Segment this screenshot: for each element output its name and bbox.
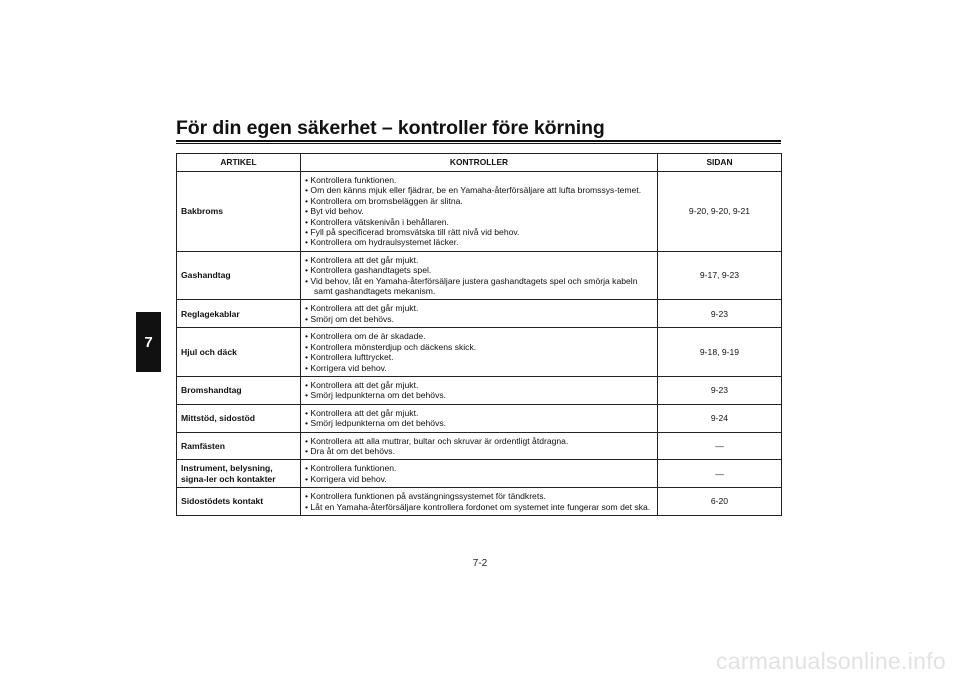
check-item: • Om den känns mjuk eller fjädrar, be en Yamaha-återförsäljare att lufta bromssys-temet.: [305, 185, 653, 195]
check-item: • Kontrollera om bromsbeläggen är slitna.: [305, 196, 653, 206]
check-item: • Kontrollera funktionen.: [305, 463, 653, 473]
row-page-ref: 9-23: [658, 376, 782, 404]
table-row: [177, 376, 782, 404]
row-checks: [301, 404, 658, 432]
table-row: [177, 300, 782, 328]
row-checks: [301, 251, 658, 300]
check-item: • Kontrollera att det går mjukt.: [305, 255, 653, 265]
row-item: Gashandtag: [177, 251, 301, 300]
row-page-ref: 6-20: [658, 488, 782, 516]
check-item: • Kontrollera lufttrycket.: [305, 352, 653, 362]
check-item: • Korrigera vid behov.: [305, 363, 653, 373]
row-page-ref: —: [658, 460, 782, 488]
check-item: • Byt vid behov.: [305, 206, 653, 216]
row-item: Reglagekablar: [177, 300, 301, 328]
check-item: • Kontrollera att det går mjukt.: [305, 380, 653, 390]
table-row: [177, 328, 782, 377]
check-item: • Smörj ledpunkterna om det behövs.: [305, 418, 653, 428]
table-row: [177, 432, 782, 460]
watermark: carmanualsonline.info: [715, 648, 946, 674]
row-page-ref: 9-18, 9-19: [658, 328, 782, 377]
row-checks: [301, 172, 658, 252]
row-page-ref: 9-17, 9-23: [658, 251, 782, 300]
check-item: • Fyll på specificerad bromsvätska till rätt nivå vid behov.: [305, 227, 653, 237]
check-item: • Korrigera vid behov.: [305, 474, 653, 484]
check-item: • Kontrollera vätskenivån i behållaren.: [305, 217, 653, 227]
check-item: • Kontrollera mönsterdjup och däckens skick.: [305, 342, 653, 352]
title-rule: [176, 140, 781, 142]
check-item: • Kontrollera att det går mjukt.: [305, 408, 653, 418]
table-row: [177, 460, 782, 488]
check-list: [305, 491, 653, 512]
row-page-ref: —: [658, 432, 782, 460]
check-list: [305, 463, 653, 484]
header-page: SIDAN: [658, 154, 782, 172]
check-item: • Smörj om det behövs.: [305, 314, 653, 324]
check-list: [305, 331, 653, 373]
table-body: [177, 172, 782, 516]
table-row: [177, 172, 782, 252]
page-number: 7-2: [472, 558, 488, 569]
row-checks: [301, 300, 658, 328]
title-rule-thin: [176, 143, 781, 144]
chapter-tab: 7: [136, 312, 161, 372]
row-checks: [301, 460, 658, 488]
check-item: • Kontrollera att det går mjukt.: [305, 303, 653, 313]
check-item: • Dra åt om det behövs.: [305, 446, 653, 456]
table-row: [177, 488, 782, 516]
table-header-row: [177, 154, 782, 172]
check-item: • Kontrollera funktionen.: [305, 175, 653, 185]
check-item: • Kontrollera funktionen på avstängningssystemet för tändkrets.: [305, 491, 653, 501]
row-page-ref: 9-24: [658, 404, 782, 432]
check-item: • Vid behov, låt en Yamaha-återförsäljare justera gashandtagets spel och smörja kabeln samt gashandtagets mekanism.: [305, 276, 653, 297]
page-title: För din egen säkerhet – kontroller före körning: [176, 117, 605, 139]
check-item: • Smörj ledpunkterna om det behövs.: [305, 390, 653, 400]
check-list: [305, 408, 653, 429]
check-item: • Låt en Yamaha-återförsäljare kontrollera fordonet om systemet inte fungerar som det ska.: [305, 502, 653, 512]
check-list: [305, 175, 653, 248]
check-item: • Kontrollera gashandtagets spel.: [305, 265, 653, 275]
row-page-ref: 9-20, 9-20, 9-21: [658, 172, 782, 252]
check-list: [305, 436, 653, 457]
row-checks: [301, 488, 658, 516]
table-row: [177, 404, 782, 432]
row-item: Ramfästen: [177, 432, 301, 460]
table-row: [177, 251, 782, 300]
row-item: Bakbroms: [177, 172, 301, 252]
check-item: • Kontrollera att alla muttrar, bultar och skruvar är ordentligt åtdragna.: [305, 436, 653, 446]
row-checks: [301, 328, 658, 377]
row-item: Hjul och däck: [177, 328, 301, 377]
header-item: ARTIKEL: [177, 154, 301, 172]
header-checks: KONTROLLER: [301, 154, 658, 172]
row-item: Bromshandtag: [177, 376, 301, 404]
check-list: [305, 380, 653, 401]
check-item: • Kontrollera om de är skadade.: [305, 331, 653, 341]
check-list: [305, 303, 653, 324]
row-checks: [301, 432, 658, 460]
row-checks: [301, 376, 658, 404]
inspection-table: [176, 153, 782, 516]
check-list: [305, 255, 653, 297]
row-item: Sidostödets kontakt: [177, 488, 301, 516]
check-item: • Kontrollera om hydraulsystemet läcker.: [305, 237, 653, 247]
row-item: Instrument, belysning, signa-ler och kontakter: [177, 460, 301, 488]
row-page-ref: 9-23: [658, 300, 782, 328]
row-item: Mittstöd, sidostöd: [177, 404, 301, 432]
